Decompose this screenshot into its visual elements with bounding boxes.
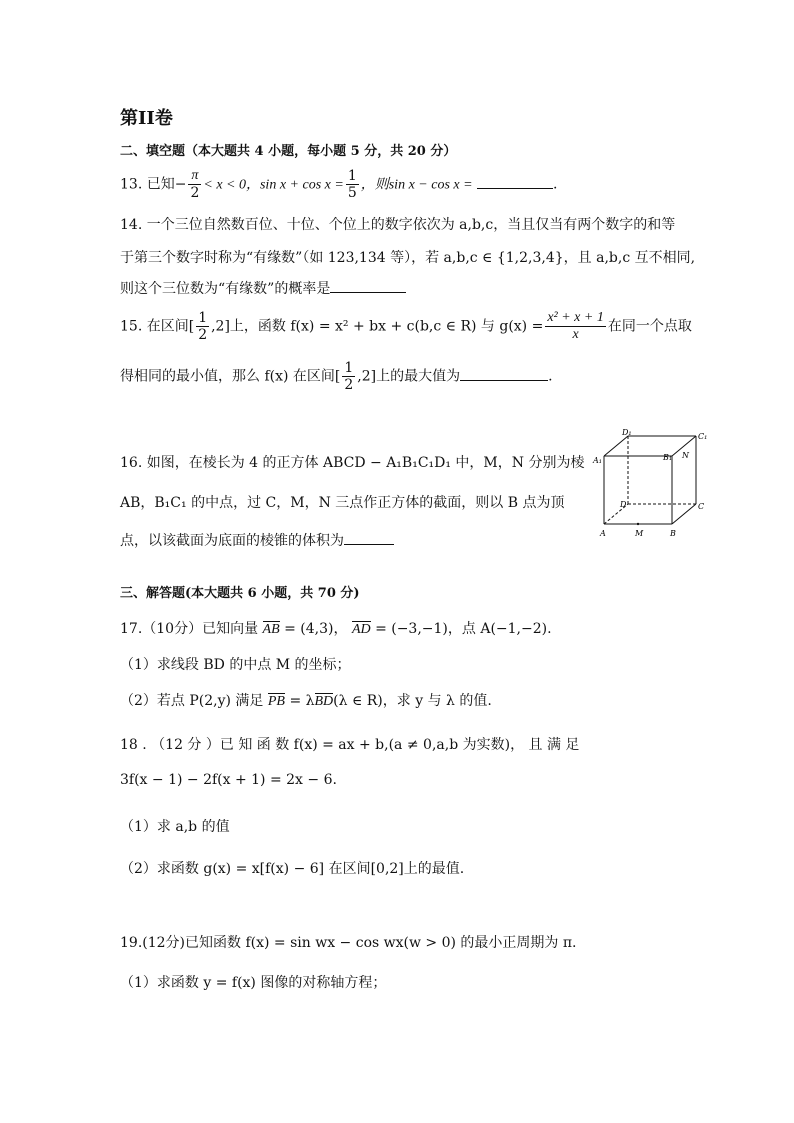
question-17-part1: （1）求线段 BD 的中点 M 的坐标； bbox=[120, 657, 351, 673]
label-b1: B₁ bbox=[663, 453, 673, 462]
point-m-marker bbox=[637, 523, 639, 525]
label-c1: C₁ bbox=[698, 432, 708, 441]
cube-figure bbox=[592, 428, 712, 540]
question-16-line3: 点，以该截面为底面的棱锥的体积为 bbox=[120, 530, 394, 550]
label-m: M bbox=[635, 529, 644, 538]
answer-blank bbox=[344, 530, 394, 545]
question-16-line2: AB，B₁C₁ 的中点，过 C，M，N 三点作正方体的截面，则以 B 点为顶 bbox=[120, 495, 565, 511]
question-18-line2: 3f(x − 1) − 2f(x + 1) = 2x − 6. bbox=[120, 772, 337, 788]
question-15-line2: 得相同的最小值，那么 f(x) 在区间[ $\frac{1}{2}$ ,2]上的最大值为 . bbox=[120, 360, 553, 393]
part3-heading: 三、解答题(本大题共 6 小题，共 70 分) bbox=[120, 586, 360, 601]
label-c: C bbox=[698, 502, 705, 511]
part2-heading: 二、填空题（本大题共 4 小题，每小题 5 分，共 20 分） bbox=[120, 144, 457, 159]
question-17-part2: （2）若点 P(2,y) 满足 PB = λBD(λ ∈ R)，求 y 与 λ 的值. bbox=[120, 693, 492, 709]
label-a1: A₁ bbox=[593, 456, 602, 465]
question-13: 13. 已知− $\frac{\pi}{2}$ < x < 0，sin x + cos x = $\frac{1}{5}$ ，则sin x − cos x = . bbox=[120, 168, 558, 201]
question-14-line3: 则这个三位数为“有缘数”的概率是 bbox=[120, 278, 406, 298]
question-18-part1: （1）求 a,b 的值 bbox=[120, 819, 230, 835]
question-14-line1: 14. 一个三位自然数百位、十位、个位上的数字依次为 a,b,c，当且仅当有两个数字的和等 bbox=[120, 217, 676, 233]
label-d1: D₁ bbox=[622, 428, 632, 437]
question-18-part2: （2）求函数 g(x) = x[f(x) − 6] 在区间[0,2]上的最值. bbox=[120, 861, 465, 877]
answer-blank bbox=[477, 174, 553, 189]
question-17: 17.（10分）已知向量 AB = (4,3)， AD = (−3,−1)，点 A(−1,−2). bbox=[120, 621, 552, 637]
label-a: A bbox=[600, 529, 606, 538]
question-14-line2: 于第三个数字时称为“有缘数”（如 123,134 等），若 a,b,c ∈ {1,2,3,4}，且 a,b,c 互不相同, bbox=[120, 250, 696, 266]
question-19-part1: （1）求函数 y = f(x) 图像的对称轴方程； bbox=[120, 975, 387, 991]
label-b: B bbox=[670, 529, 676, 538]
answer-blank bbox=[330, 278, 406, 293]
question-16-line1: 16. 如图，在棱长为 4 的正方体 ABCD − A₁B₁C₁D₁ 中，M，N 分别为棱 bbox=[120, 455, 585, 471]
label-n: N bbox=[682, 451, 689, 460]
label-d: D bbox=[620, 500, 627, 509]
question-18-line1: 18 . （12 分 ）已 知 函 数 f(x) = ax + b,(a ≠ 0,a,b 为实数)， 且 满 足 bbox=[120, 737, 580, 753]
answer-blank bbox=[460, 366, 548, 381]
question-15-line1: 15. 在区间[ $\frac{1}{2}$ ,2]上，函数 f(x) = x² + bx + c(b,c ∈ R) 与 g(x) = $\frac{\text{x² + x + 1}}{x}$ 在同一个点取 bbox=[120, 310, 692, 343]
section-title: 第II卷 bbox=[120, 108, 173, 129]
question-19-line1: 19.(12分)已知函数 f(x) = sin wx − cos wx(w > 0) 的最小正周期为 π. bbox=[120, 935, 577, 951]
